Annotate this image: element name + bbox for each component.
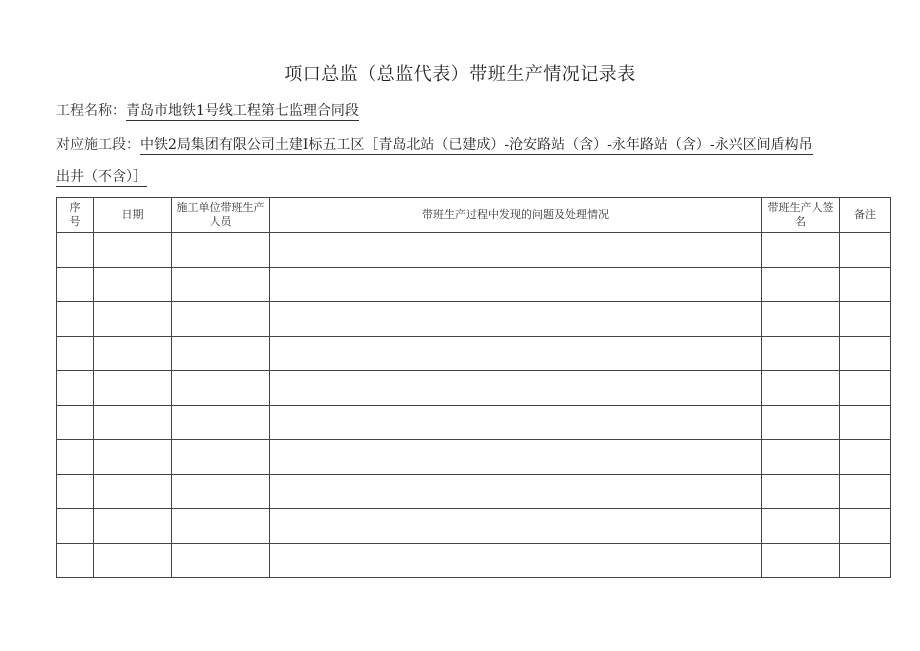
staff-cell[interactable] xyxy=(172,371,270,406)
issues-cell[interactable] xyxy=(270,509,762,544)
issues-cell[interactable] xyxy=(270,474,762,509)
signature-cell[interactable] xyxy=(762,302,840,337)
project-name-value: 青岛市地铁1号线工程第七监理合同段 xyxy=(126,103,359,119)
serial-cell[interactable] xyxy=(57,233,94,268)
staff-cell[interactable] xyxy=(172,233,270,268)
date-cell[interactable] xyxy=(94,267,172,302)
remarks-cell[interactable] xyxy=(840,440,891,475)
construction-section-line-2 xyxy=(56,166,147,186)
table-row xyxy=(57,543,891,578)
project-name-label: 工程名称： xyxy=(56,103,126,119)
table-row xyxy=(57,371,891,406)
date-cell[interactable] xyxy=(94,543,172,578)
date-cell[interactable] xyxy=(94,509,172,544)
staff-cell[interactable] xyxy=(172,440,270,475)
construction-section-value-line1: 中铁2局集团有限公司土建Ⅰ标五工区［青岛北站（已建成）-沧安路站（含）-永年路站（含）-永兴区间盾构吊 xyxy=(140,137,813,153)
issues-cell[interactable] xyxy=(270,405,762,440)
header-date: 日期 xyxy=(94,198,172,233)
issues-cell[interactable] xyxy=(270,336,762,371)
serial-cell[interactable] xyxy=(57,509,94,544)
signature-cell[interactable] xyxy=(762,543,840,578)
serial-cell[interactable] xyxy=(57,405,94,440)
page-title: 项口总监（总监代表）带班生产情况记录表 xyxy=(284,64,636,85)
date-cell[interactable] xyxy=(94,371,172,406)
signature-cell[interactable] xyxy=(762,474,840,509)
signature-cell[interactable] xyxy=(762,440,840,475)
signature-cell[interactable] xyxy=(762,233,840,268)
issues-cell[interactable] xyxy=(270,371,762,406)
construction-section-label: 对应施工段： xyxy=(56,137,140,153)
table-row xyxy=(57,405,891,440)
remarks-cell[interactable] xyxy=(840,509,891,544)
header-remarks: 备注 xyxy=(840,198,891,233)
serial-cell[interactable] xyxy=(57,336,94,371)
signature-cell[interactable] xyxy=(762,371,840,406)
header-signature: 带班生产人签名 xyxy=(762,198,840,233)
remarks-cell[interactable] xyxy=(840,336,891,371)
signature-cell[interactable] xyxy=(762,509,840,544)
header-serial-number: 序号 xyxy=(57,198,94,233)
header-issues-handling: 带班生产过程中发现的问题及处理情况 xyxy=(270,198,762,233)
remarks-cell[interactable] xyxy=(840,543,891,578)
issues-cell[interactable] xyxy=(270,440,762,475)
table-row xyxy=(57,474,891,509)
serial-cell[interactable] xyxy=(57,543,94,578)
signature-cell[interactable] xyxy=(762,267,840,302)
date-cell[interactable] xyxy=(94,474,172,509)
date-cell[interactable] xyxy=(94,233,172,268)
table-row xyxy=(57,233,891,268)
record-table xyxy=(56,197,891,578)
signature-cell[interactable] xyxy=(762,405,840,440)
staff-cell[interactable] xyxy=(172,405,270,440)
header-contractor-staff: 施工单位带班生产人员 xyxy=(172,198,270,233)
remarks-cell[interactable] xyxy=(840,267,891,302)
date-cell[interactable] xyxy=(94,302,172,337)
remarks-cell[interactable] xyxy=(840,302,891,337)
serial-cell[interactable] xyxy=(57,440,94,475)
date-cell[interactable] xyxy=(94,336,172,371)
serial-cell[interactable] xyxy=(57,302,94,337)
staff-cell[interactable] xyxy=(172,267,270,302)
construction-section-line xyxy=(56,134,813,154)
remarks-cell[interactable] xyxy=(840,371,891,406)
serial-cell[interactable] xyxy=(57,267,94,302)
date-cell[interactable] xyxy=(94,440,172,475)
date-cell[interactable] xyxy=(94,405,172,440)
issues-cell[interactable] xyxy=(270,267,762,302)
remarks-cell[interactable] xyxy=(840,405,891,440)
table-row xyxy=(57,509,891,544)
issues-cell[interactable] xyxy=(270,302,762,337)
staff-cell[interactable] xyxy=(172,509,270,544)
remarks-cell[interactable] xyxy=(840,233,891,268)
staff-cell[interactable] xyxy=(172,302,270,337)
issues-cell[interactable] xyxy=(270,543,762,578)
serial-cell[interactable] xyxy=(57,371,94,406)
remarks-cell[interactable] xyxy=(840,474,891,509)
construction-section-value-line2: 出井（不含）］ xyxy=(56,169,147,185)
serial-cell[interactable] xyxy=(57,474,94,509)
table-body xyxy=(57,233,891,578)
staff-cell[interactable] xyxy=(172,543,270,578)
table-row xyxy=(57,336,891,371)
table-row xyxy=(57,440,891,475)
table-row xyxy=(57,267,891,302)
table-row xyxy=(57,302,891,337)
signature-cell[interactable] xyxy=(762,336,840,371)
table-header-row xyxy=(57,198,891,233)
project-name-line xyxy=(56,100,359,120)
issues-cell[interactable] xyxy=(270,233,762,268)
staff-cell[interactable] xyxy=(172,474,270,509)
staff-cell[interactable] xyxy=(172,336,270,371)
